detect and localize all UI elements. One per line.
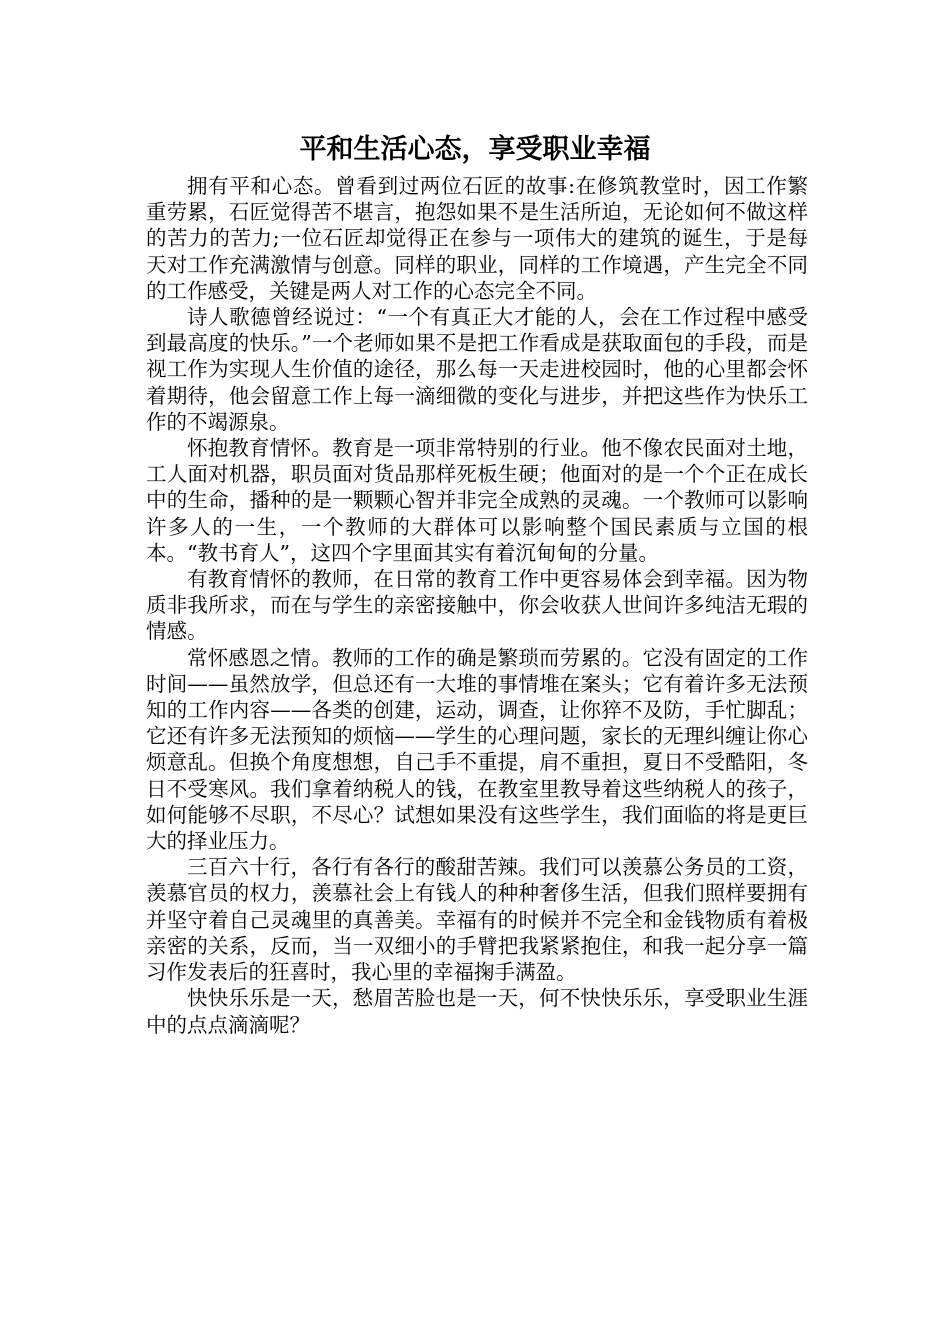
paragraph-3: 怀抱教育情怀。教育是一项非常特别的行业。他不像农民面对土地，工人面对机器，职员面对货品那样死板生硬；他面对的是一个个正在成长中的生命，播种的是一颗颗心智并非完全成熟的灵魂。一个教师可以影响许多人的一生，一个教师的大群体可以影响整个国民素质与立国的根本。“教书育人”，这四个字里面其实有着沉甸甸的分量。 (146, 436, 808, 565)
paragraph-6: 三百六十行，各行有各行的酸甜苦辣。我们可以羡慕公务员的工资，羡慕官员的权力，羡慕社会上有钱人的种种奢侈生活，但我们照样要拥有并坚守着自己灵魂里的真善美。幸福有的时候并不完全和金钱物质有着极亲密的关系，反而，当一双细小的手臂把我紧紧抱住，和我一起分享一篇习作发表后的狂喜时，我心里的幸福掬手满盈。 (146, 855, 808, 985)
paragraph-2: 诗人歌德曾经说过：“一个有真正大才能的人，会在工作过程中感受到最高度的快乐。”一个老师如果不是把工作看成是获取面包的手段，而是视工作为实现人生价值的途径，那么每一天走进校园时，他的心里都会怀着期待，他会留意工作上每一滴细微的变化与进步，并把这些作为快乐工作的不竭源泉。 (146, 305, 808, 434)
document-body (146, 173, 808, 1038)
document-title: 平和生活心态，享受职业幸福 (299, 134, 651, 165)
paragraph-1: 拥有平和心态。曾看到过两位石匠的故事:在修筑教堂时，因工作繁重劳累，石匠觉得苦不堪言，抱怨如果不是生活所迫，无论如何不做这样的苦力的苦力;一位石匠却觉得正在参与一项伟大的建筑的诞生，于是每天对工作充满激情与创意。同样的职业，同样的工作境遇，产生完全不同的工作感受，关键是两人对工作的心态完全不同。 (146, 174, 808, 303)
paragraph-4: 有教育情怀的教师，在日常的教育工作中更容易体会到幸福。因为物质非我所求，而在与学生的亲密接触中，你会收获人世间许多纯洁无瑕的情感。 (146, 567, 808, 644)
paragraph-7: 快快乐乐是一天，愁眉苦脸也是一天，何不快快乐乐，享受职业生涯中的点点滴滴呢？ (146, 986, 808, 1037)
paragraph-5: 常怀感恩之情。教师的工作的确是繁琐而劳累的。它没有固定的工作时间——虽然放学，但总还有一大堆的事情堆在案头；它有着许多无法预知的工作内容——各类的创建，运动，调查，让你猝不及防，手忙脚乱；它还有许多无法预知的烦恼——学生的心理问题，家长的无理纠缠让你心烦意乱。但换个角度想想，自己手不重提，肩不重担，夏日不受酷阳，冬日不受寒风。我们拿着纳税人的钱，在教室里教导着这些纳税人的孩子，如何能够不尽职，不尽心？试想如果没有这些学生，我们面临的将是更巨大的择业压力。 (146, 645, 808, 854)
